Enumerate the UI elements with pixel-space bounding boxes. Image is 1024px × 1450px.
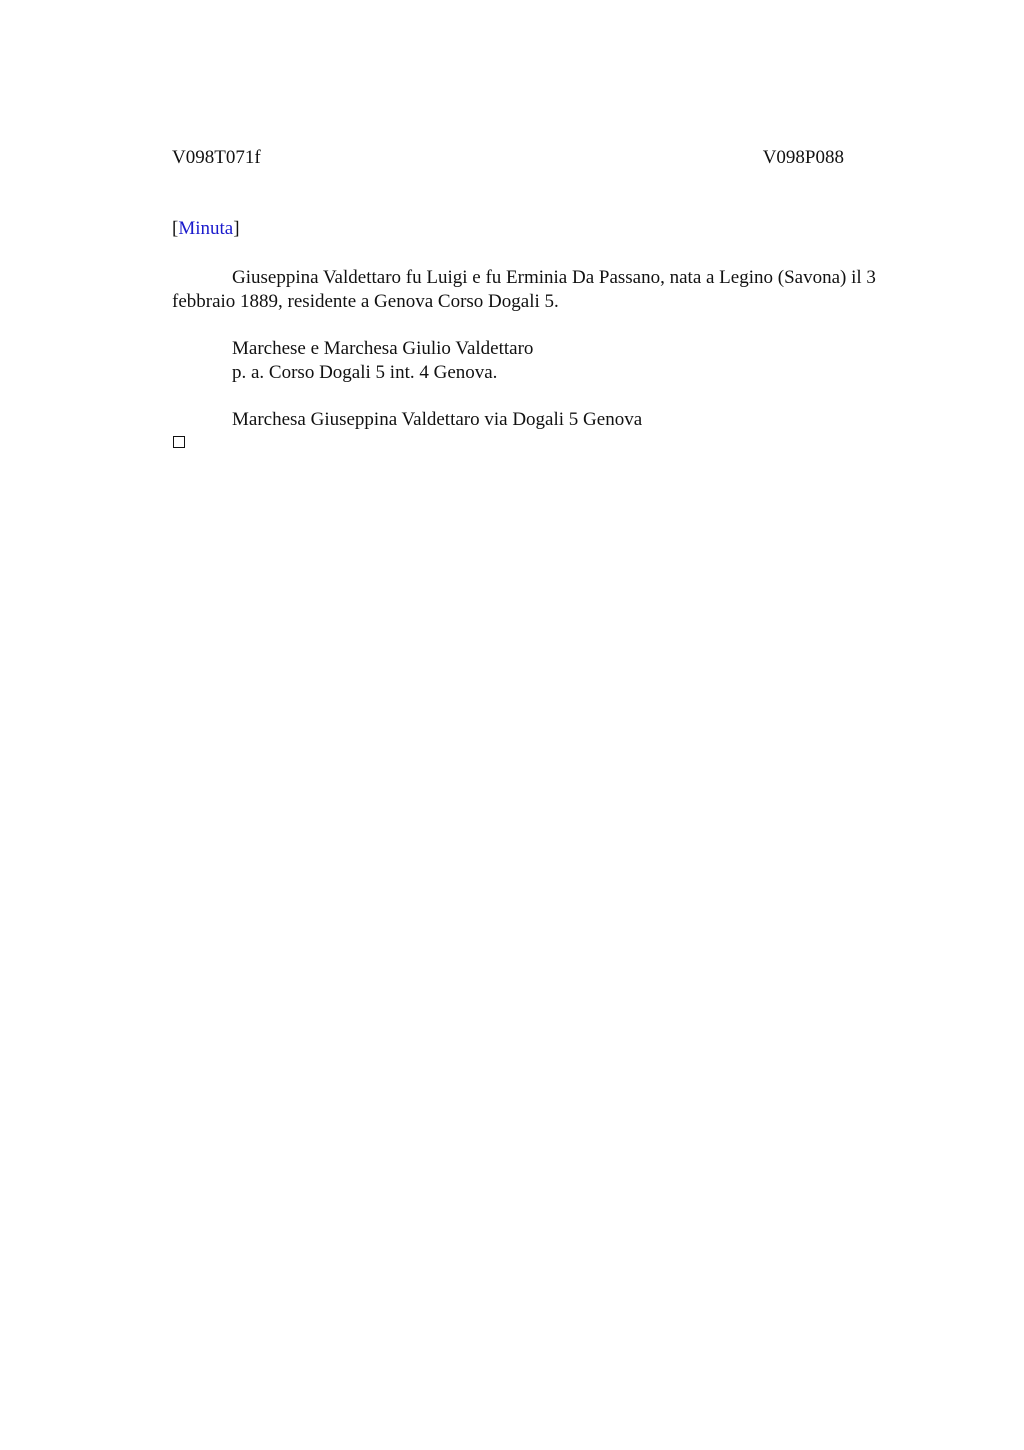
empty-square-icon — [173, 436, 185, 448]
minuta-link[interactable]: Minuta — [178, 218, 234, 239]
open-bracket: [ — [172, 218, 179, 239]
address-line-recipients: Marchese e Marchesa Giulio Valdettaro — [232, 338, 534, 359]
document-code-right: V098P088 — [762, 147, 844, 168]
document-header — [172, 146, 844, 170]
biographical-paragraph: Giuseppina Valdettaro fu Luigi e fu Erminia Da Passano, nata a Legino (Savona) il 3 febbraio 1889, residente a Genova Corso Dogali 5. — [172, 267, 876, 312]
minuta-label — [172, 217, 240, 241]
address-line-street: p. a. Corso Dogali 5 int. 4 Genova. — [232, 362, 498, 383]
address-block — [232, 337, 533, 385]
document-code-left: V098T071f — [172, 147, 261, 168]
second-address-line: Marchesa Giuseppina Valdettaro via Dogali 5 Genova — [232, 409, 643, 430]
close-bracket: ] — [233, 218, 240, 239]
